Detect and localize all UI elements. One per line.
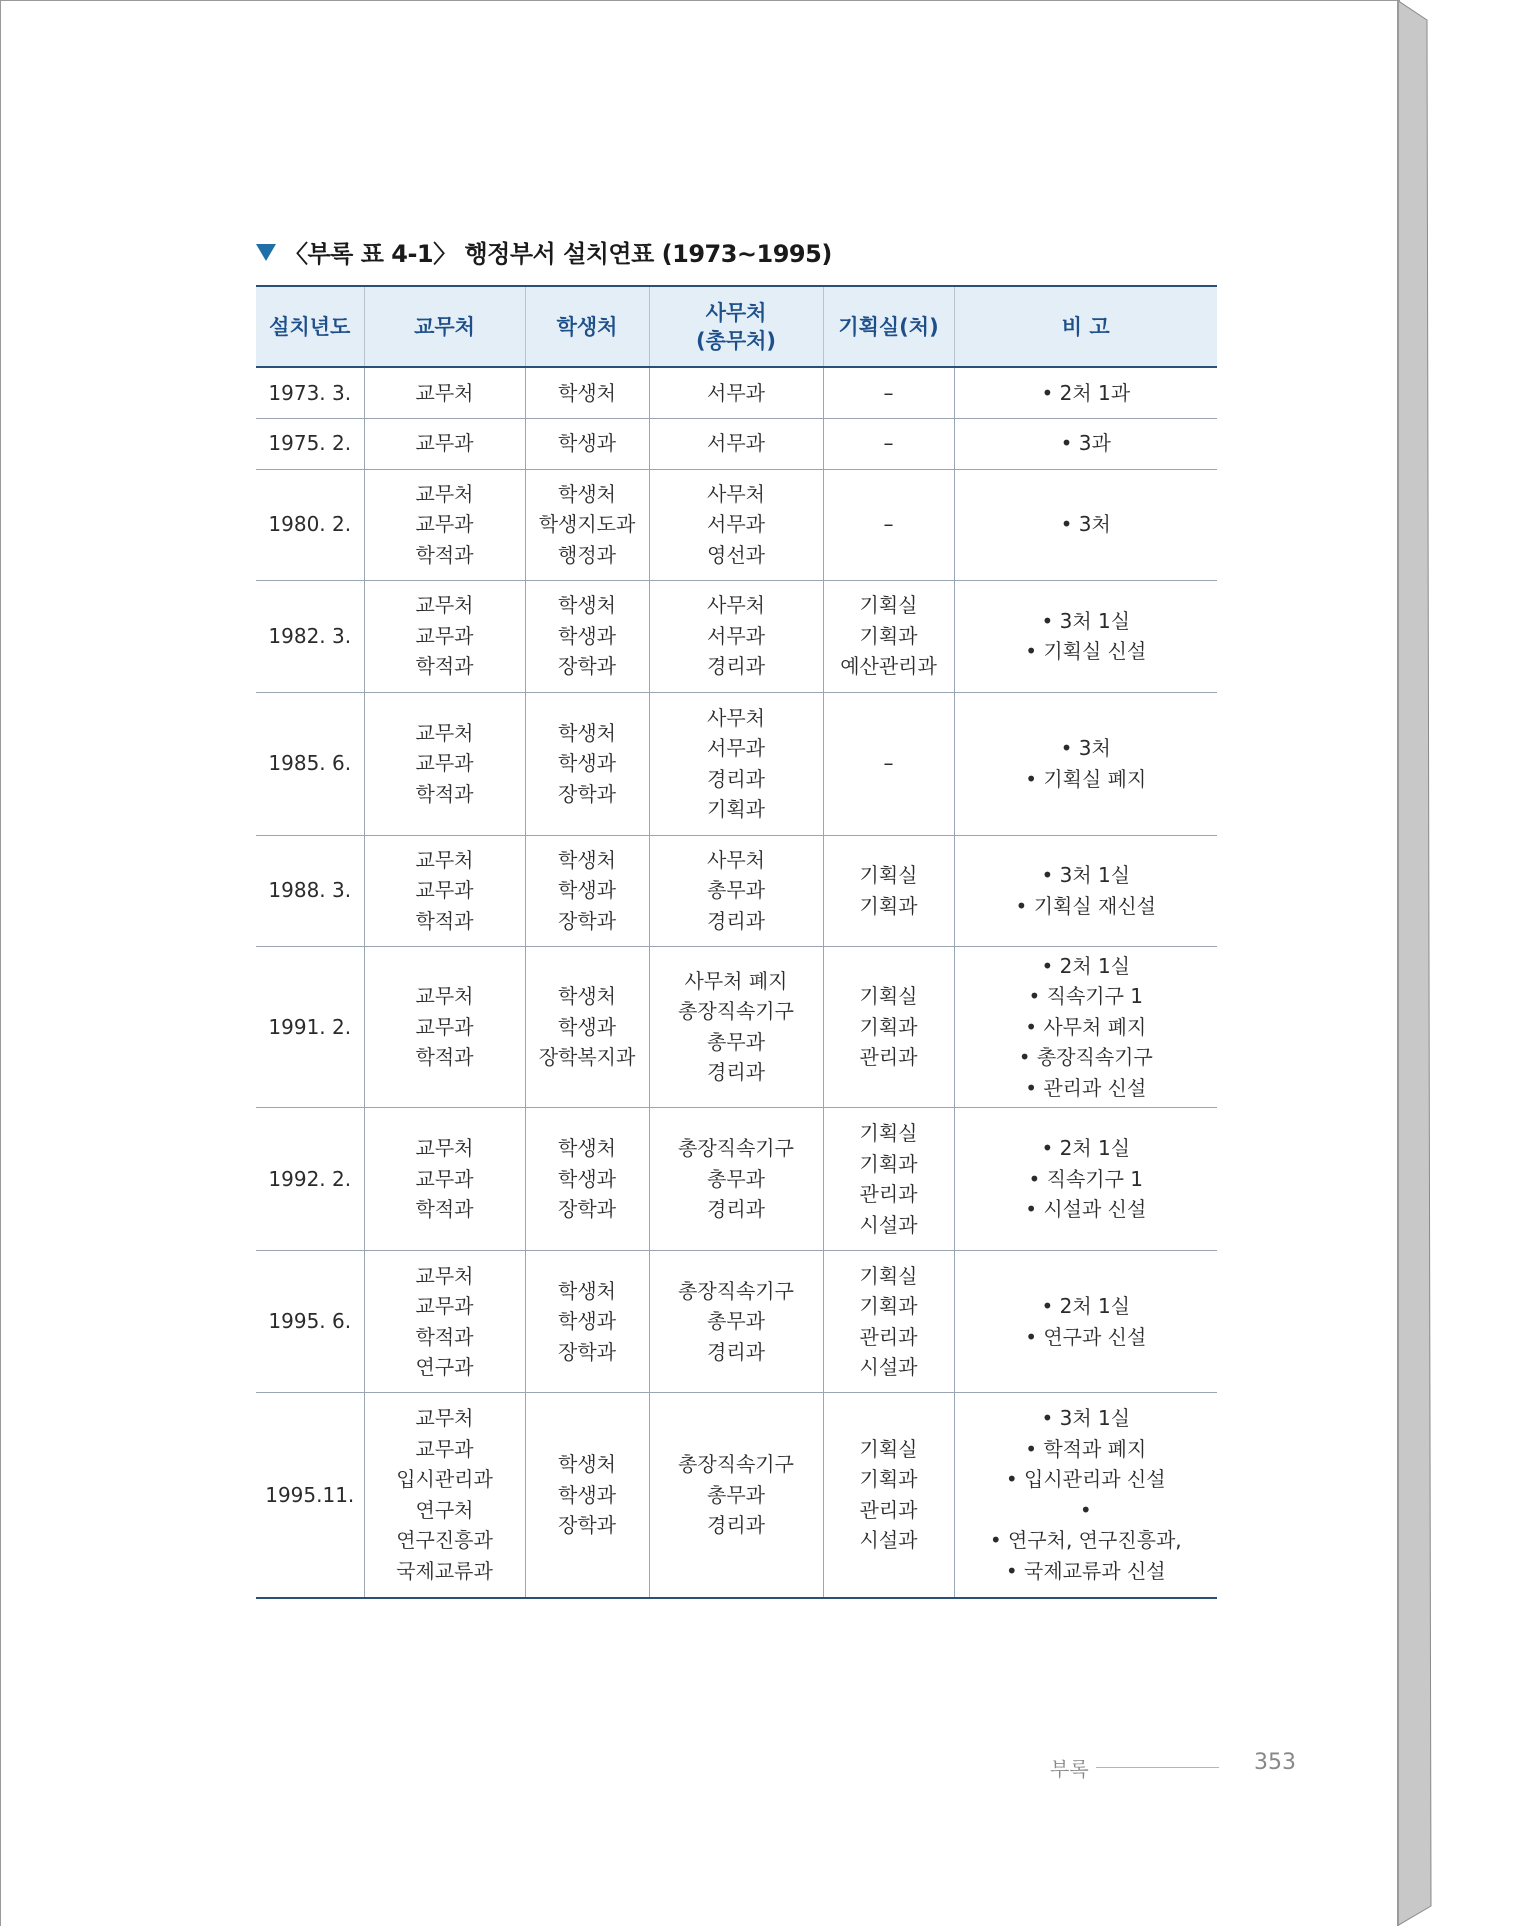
cell-line: 연구과 (415, 1355, 474, 1379)
header-general-affairs-text: 사무처 (총무처) (695, 300, 777, 353)
note-item: • 3과 (955, 428, 1218, 459)
cell-line: 총장직속기구 (678, 1452, 794, 1476)
cell-line: 교무과 (415, 512, 474, 537)
cell-year: 1995. 6. (256, 1251, 364, 1393)
cell-line: 영선과 (707, 542, 765, 567)
cell-line: 학생과 (558, 878, 616, 903)
cell-line: 경리과 (707, 766, 765, 791)
cell-line: 기획실 (859, 984, 918, 1008)
cell-general-affairs (649, 1251, 823, 1393)
cell-student-affairs (525, 1393, 649, 1598)
cell-line: 예산관리과 (840, 654, 937, 679)
note-item: • 국제교류과 신설 (955, 1556, 1218, 1587)
cell-line: 기획실 (859, 1263, 918, 1288)
cell-line: 학적과 (415, 542, 474, 567)
cell-line: 경리과 (707, 654, 765, 679)
note-item: • 사무처 폐지 (955, 1012, 1218, 1043)
note-item: • 관리과 신설 (955, 1073, 1218, 1104)
cell-line: 학생지도과 (538, 512, 636, 537)
cell-student-affairs (525, 1251, 649, 1393)
cell-line: 교무처 (415, 720, 474, 745)
note-item: • 연구처, 연구진흥과, (955, 1525, 1218, 1556)
cell-line: 교무과 (415, 1436, 474, 1461)
cell-line: 학생처 (558, 481, 616, 506)
cell-student-affairs (525, 469, 649, 580)
note-item: • 2처 1실 (955, 1291, 1218, 1322)
cell-line: 관리과 (859, 1182, 918, 1206)
cell-general-affairs (649, 692, 823, 835)
note-item: • 학적과 폐지 (955, 1434, 1218, 1465)
cell-general-affairs (649, 1393, 823, 1598)
cell-line: 서무과 (707, 623, 765, 648)
header-year: 설치년도 (256, 286, 364, 367)
footer-section-label: 부록 (1050, 1757, 1089, 1781)
note-item: • 기획실 신설 (955, 636, 1218, 667)
cell-academic-affairs (364, 946, 525, 1108)
cell-line: 총장직속기구 (678, 1136, 794, 1161)
cell-line: 기획과 (707, 797, 765, 821)
note-item: • 3처 (955, 509, 1218, 540)
cell-year: 1982. 3. (256, 580, 364, 692)
cell-notes (954, 469, 1217, 580)
cell-notes (954, 580, 1217, 692)
table-row (256, 692, 1217, 835)
table-row (256, 469, 1217, 580)
cell-line: 총무과 (707, 1029, 765, 1054)
cell-student-affairs (525, 367, 649, 418)
cell-general-affairs (649, 1108, 823, 1251)
note-item: • 3처 1실 (955, 1403, 1218, 1434)
cell-line: 장학과 (558, 1197, 616, 1222)
cell-line: 기획과 (859, 1014, 918, 1039)
table-body (256, 367, 1217, 1598)
cell-line: 학생처 (558, 984, 616, 1008)
cell-planning (823, 692, 954, 835)
cell-notes (954, 367, 1217, 418)
cell-academic-affairs (364, 1108, 525, 1251)
header-planning: 기획실(처) (823, 286, 954, 367)
cell-line: 시설과 (859, 1355, 918, 1379)
cell-year: 1988. 3. (256, 835, 364, 946)
cell-line: 기획과 (859, 1151, 918, 1176)
cell-line: 학생처 (558, 1278, 616, 1303)
note-item: • 기획실 재신설 (955, 891, 1218, 922)
cell-line: 학생처 (558, 720, 616, 745)
cell-line: 교무처 (415, 593, 474, 618)
cell-line: 서무과 (707, 431, 765, 456)
table-row (256, 1393, 1217, 1598)
cell-line: 사무처 (707, 847, 765, 872)
cell-year: 1992. 2. (256, 1108, 364, 1251)
cell-line: – (883, 431, 894, 456)
cell-line: 사무처 (707, 593, 765, 618)
cell-planning (823, 835, 954, 946)
cell-line: 교무처 (415, 1406, 474, 1431)
cell-line: 기획실 (859, 863, 918, 887)
cell-line: 학생과 (558, 623, 616, 648)
cell-line: 교무과 (415, 1014, 474, 1039)
cell-line: 학생처 (558, 593, 616, 618)
cell-notes (954, 692, 1217, 835)
note-item: • 2처 1실 (955, 951, 1218, 982)
note-item: • 직속기구 1 (955, 981, 1218, 1012)
cell-line: 시설과 (859, 1528, 918, 1553)
table-title (256, 234, 832, 269)
cell-line: 총무과 (707, 878, 765, 903)
cell-line: 교무처 (415, 481, 474, 506)
cell-line: 교무과 (415, 751, 474, 776)
cell-line: 서무과 (707, 736, 765, 760)
cell-student-affairs (525, 580, 649, 692)
footer-rule (1096, 1767, 1219, 1768)
cell-line: 기획과 (859, 1294, 918, 1318)
cell-line: 교무처 (415, 847, 474, 872)
cell-academic-affairs (364, 469, 525, 580)
cell-line: 장학과 (558, 1513, 616, 1537)
cell-general-affairs (649, 418, 823, 469)
cell-student-affairs (525, 835, 649, 946)
cell-year: 1980. 2. (256, 469, 364, 580)
cell-line: 교무과 (415, 623, 474, 648)
cell-line: 사무처 (707, 481, 765, 506)
cell-line: 교무처 (415, 380, 474, 405)
cell-general-affairs (649, 946, 823, 1108)
cell-year: 1995.11. (265, 1482, 355, 1507)
cell-line: 교무처 (415, 1263, 474, 1288)
table-row (256, 1108, 1217, 1251)
cell-line: 기획과 (859, 623, 918, 648)
cell-line: 총장직속기구 (678, 1278, 794, 1303)
note-item: • 연구과 신설 (955, 1322, 1218, 1353)
note-item: • 직속기구 1 (955, 1164, 1218, 1195)
table-row (256, 946, 1217, 1108)
page-number: 353 (1254, 1750, 1296, 1775)
cell-planning (823, 367, 954, 418)
cell-line: 기획실 (859, 1436, 918, 1461)
cell-general-affairs (649, 835, 823, 946)
cell-line: 학생처 (558, 1136, 616, 1161)
cell-planning (823, 580, 954, 692)
cell-notes (954, 946, 1217, 1108)
cell-line: – (883, 512, 894, 537)
cell-line: 장학과 (558, 908, 616, 933)
cell-line: 학생과 (558, 1166, 616, 1191)
cell-line: 장학과 (558, 781, 616, 806)
cell-year: 1975. 2. (256, 418, 364, 469)
header-notes: 비 고 (954, 286, 1217, 367)
cell-line: 학생과 (558, 751, 616, 776)
cell-line: 학적과 (415, 654, 474, 679)
cell-line: 연구처 (415, 1497, 474, 1522)
cell-line: 교무처 (415, 1136, 474, 1161)
cell-general-affairs (649, 469, 823, 580)
cell-planning (823, 1393, 954, 1598)
cell-line: 학적과 (415, 781, 474, 806)
note-item: • 3처 1실 (955, 860, 1218, 891)
cell-line: 기획실 (859, 593, 918, 618)
cell-line: 사무처 (707, 705, 765, 730)
table-row (256, 1251, 1217, 1393)
cell-line: 학적과 (415, 1045, 474, 1069)
cell-line: 총무과 (707, 1482, 765, 1507)
note-item: • 3처 1실 (955, 606, 1218, 637)
cell-general-affairs (649, 367, 823, 418)
cell-line: 교무과 (415, 1294, 474, 1318)
header-academic-affairs: 교무처 (364, 286, 525, 367)
cell-line: 경리과 (707, 1197, 765, 1222)
cell-line: 학생과 (558, 431, 616, 456)
cell-line: 행정과 (558, 542, 616, 567)
cell-notes (954, 1108, 1217, 1251)
cell-line: 학생처 (558, 380, 616, 405)
cell-line: 입시관리과 (396, 1467, 493, 1492)
cell-planning (823, 418, 954, 469)
cell-notes (954, 835, 1217, 946)
cell-line: 교무처 (415, 984, 474, 1008)
cell-line: 교무과 (415, 1166, 474, 1191)
cell-academic-affairs (364, 1393, 525, 1598)
cell-academic-affairs (364, 418, 525, 469)
note-item: • 기획실 폐지 (955, 764, 1218, 795)
cell-line: 학생처 (558, 847, 616, 872)
cell-year: 1991. 2. (256, 946, 364, 1108)
cell-line: 학생과 (558, 1482, 616, 1507)
department-timeline-table (256, 285, 1217, 1599)
table-row (256, 418, 1217, 469)
cell-line: 서무과 (707, 380, 765, 405)
cell-line: 학적과 (415, 908, 474, 933)
cell-line: 경리과 (707, 908, 765, 933)
cell-planning (823, 1251, 954, 1393)
cell-planning (823, 1108, 954, 1251)
cell-year: 1973. 3. (256, 367, 364, 418)
cell-line: 학적과 (415, 1197, 474, 1222)
cell-line: 관리과 (859, 1045, 918, 1069)
triangle-bullet-icon (256, 244, 276, 261)
table-title-text: 〈부록 표 4-1〉 행정부서 설치연표 (1973~1995) (284, 240, 832, 268)
cell-line: 학적과 (415, 1324, 474, 1349)
cell-line: 서무과 (707, 512, 765, 537)
cell-line: 시설과 (859, 1212, 918, 1237)
cell-academic-affairs (364, 580, 525, 692)
cell-line: 학생과 (558, 1309, 616, 1334)
cell-notes (954, 1393, 1217, 1598)
note-item: • 입시관리과 신설 (955, 1464, 1218, 1495)
cell-student-affairs (525, 692, 649, 835)
cell-line: 총무과 (707, 1166, 765, 1191)
note-item: • 2처 1실 (955, 1133, 1218, 1164)
cell-line: 기획과 (859, 893, 918, 918)
cell-academic-affairs (364, 367, 525, 418)
cell-line: 경리과 (707, 1339, 765, 1364)
cell-line: 연구진흥과 (396, 1528, 493, 1553)
cell-line: 교무과 (415, 431, 474, 456)
cell-notes (954, 1251, 1217, 1393)
cell-general-affairs (649, 580, 823, 692)
cell-notes (954, 418, 1217, 469)
cell-academic-affairs (364, 1251, 525, 1393)
cell-line: 총무과 (707, 1309, 765, 1334)
cell-academic-affairs (364, 835, 525, 946)
cell-line: 관리과 (859, 1497, 918, 1522)
cell-line: 경리과 (707, 1513, 765, 1537)
cell-line: – (883, 751, 894, 776)
cell-line: 장학과 (558, 654, 616, 679)
cell-line: 경리과 (707, 1060, 765, 1085)
cell-academic-affairs (364, 692, 525, 835)
note-item: • 2처 1과 (955, 378, 1218, 409)
header-student-affairs: 학생처 (525, 286, 649, 367)
cell-line: 기획실 (859, 1121, 918, 1145)
cell-student-affairs (525, 946, 649, 1108)
cell-line: 관리과 (859, 1324, 918, 1349)
table-row (256, 367, 1217, 418)
table-header-row (256, 286, 1217, 367)
cell-year: 1985. 6. (256, 692, 364, 835)
note-item (955, 1495, 1218, 1526)
note-item: • 총장직속기구 (955, 1042, 1218, 1073)
note-item: • 3처 (955, 733, 1218, 764)
header-general-affairs (649, 286, 823, 367)
note-item: • 시설과 신설 (955, 1194, 1218, 1225)
cell-planning (823, 946, 954, 1108)
cell-line: 총장직속기구 (678, 999, 794, 1024)
cell-line: 장학과 (558, 1339, 616, 1364)
cell-line: – (883, 380, 894, 405)
book-edge-graphic (1397, 0, 1537, 1926)
cell-line: 사무처 폐지 (684, 968, 788, 993)
cell-line: 학생과 (558, 1014, 616, 1039)
cell-line: 국제교류과 (396, 1558, 493, 1583)
cell-line: 기획과 (859, 1467, 918, 1492)
cell-planning (823, 469, 954, 580)
table-row (256, 580, 1217, 692)
cell-line: 장학복지과 (538, 1045, 636, 1069)
cell-student-affairs (525, 418, 649, 469)
cell-line: 학생처 (558, 1452, 616, 1476)
cell-line: 교무과 (415, 878, 474, 903)
table-row (256, 835, 1217, 946)
cell-student-affairs (525, 1108, 649, 1251)
